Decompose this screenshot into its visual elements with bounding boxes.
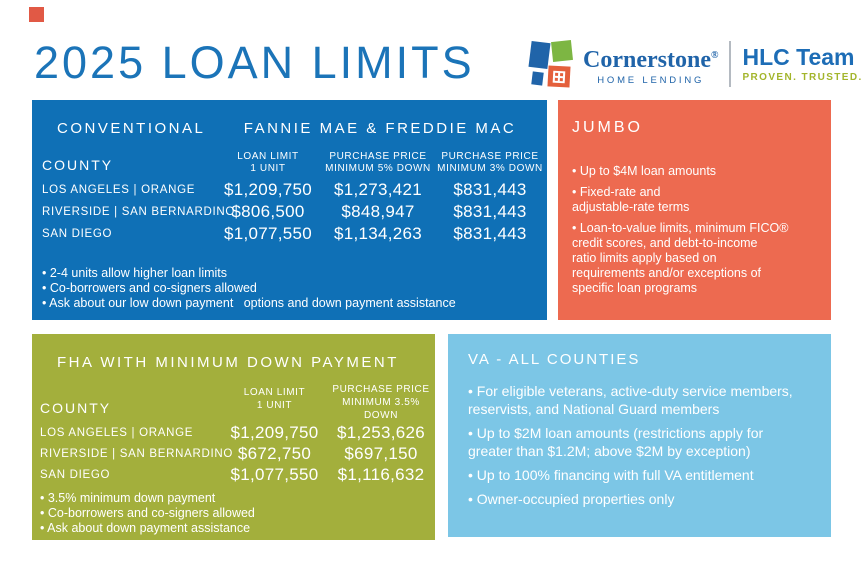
- table-row: RIVERSIDE | SAN BERNARDINO $672,750 $697,150: [40, 443, 418, 463]
- bullet-item: • Ask about down payment assistance: [40, 521, 251, 535]
- jumbo-panel: [558, 100, 831, 320]
- fannie-freddie-subtitle: FANNIE MAE & FREDDIE MAC: [243, 120, 517, 137]
- window-icon: [553, 70, 566, 83]
- va-title: VA - ALL COUNTIES: [468, 351, 641, 368]
- fha-title: FHA WITH MINIMUM DOWN PAYMENT: [57, 354, 399, 371]
- logo-orange-house: [547, 65, 570, 87]
- hlc-team-name: HLC Team: [742, 44, 855, 70]
- bullet-item: • Loan-to-value limits, minimum FICO® credit scores, and debt-to-income ratio limits apply based on requirements and/or exceptions of specific loan programs: [572, 221, 789, 295]
- fha-panel: [32, 334, 435, 540]
- bullet-item: • Co-borrowers and co-signers allowed: [40, 506, 255, 520]
- registered-mark: ®: [710, 49, 719, 61]
- bullet-item: • Fixed-rate and adjustable-rate terms: [572, 185, 690, 214]
- bullet-item: • 3.5% minimum down payment: [40, 491, 216, 505]
- county-column-header: COUNTY: [40, 400, 112, 416]
- bullet-item: • For eligible veterans, active-duty service members, reservists, and National Guard members: [468, 383, 793, 417]
- conventional-title: CONVENTIONAL: [57, 120, 206, 137]
- jumbo-title: JUMBO: [572, 119, 643, 136]
- fha-table-header: [32, 383, 435, 422]
- table-row: SAN DIEGO $1,077,550 $1,134,263 $831,443: [42, 224, 527, 243]
- bullet-item: • Co-borrowers and co-signers allowed: [42, 281, 257, 295]
- cornerstone-name: Cornerstone®: [583, 46, 719, 73]
- table-row: LOS ANGELES | ORANGE $1,209,750 $1,253,626: [40, 422, 426, 442]
- conventional-table-header: [32, 151, 547, 175]
- fha-bullets: [32, 491, 435, 536]
- purchase-price-35-column-header: PURCHASE PRICE MINIMUM 3.5% DOWN: [332, 384, 430, 421]
- va-panel: [448, 334, 831, 537]
- jumbo-bullets: [572, 164, 819, 296]
- va-bullets: [468, 382, 817, 508]
- page-title: 2025 LOAN LIMITS: [34, 37, 475, 88]
- conventional-header: [32, 120, 547, 137]
- bullet-item: • Up to $4M loan amounts: [572, 164, 717, 178]
- table-row: SAN DIEGO $1,077,550 $1,116,632: [40, 464, 425, 484]
- table-row: RIVERSIDE | SAN BERNARDINO $806,500 $848,947 $831,443: [42, 202, 527, 221]
- conventional-bullets: [32, 266, 547, 311]
- fha-header: [32, 354, 435, 371]
- conventional-table-body: [32, 179, 547, 245]
- bullet-item: • Up to $2M loan amounts (restrictions apply for greater than $1.2M; above $2M by exception): [468, 425, 764, 459]
- hlc-team-wordmark: [742, 45, 862, 83]
- bullet-item: • Ask about our low down payment options and down payment assistance: [42, 296, 456, 310]
- logo-divider: [729, 41, 731, 87]
- hlc-team-tagline: PROVEN. TRUSTED.: [742, 72, 863, 83]
- loan-limit-column-header: LOAN LIMIT 1 UNIT: [237, 151, 299, 174]
- bullet-item: • Up to 100% financing with full VA entitlement: [468, 467, 754, 483]
- county-column-header: COUNTY: [42, 157, 114, 173]
- table-row: LOS ANGELES | ORANGE $1,209,750 $1,273,421 $831,443: [42, 180, 527, 199]
- logo-blue-shape: [528, 40, 550, 68]
- purchase-price-3-column-header: PURCHASE PRICE MINIMUM 3% DOWN: [437, 151, 543, 174]
- purchase-price-5-column-header: PURCHASE PRICE MINIMUM 5% DOWN: [325, 151, 431, 174]
- cornerstone-house-icon: [529, 41, 575, 88]
- logo-green-shape: [551, 40, 573, 62]
- bullet-item: • 2-4 units allow higher loan limits: [42, 266, 228, 280]
- brand-logo-cluster: [529, 40, 863, 88]
- corner-accent-square: [29, 7, 44, 22]
- conventional-panel: [32, 100, 547, 320]
- loan-limit-column-header: LOAN LIMIT 1 UNIT: [243, 387, 306, 411]
- cornerstone-wordmark: [583, 43, 718, 86]
- logo-blue-small-shape: [531, 71, 544, 85]
- cornerstone-subtitle: HOME LENDING: [597, 74, 705, 86]
- fha-table-body: [32, 422, 435, 485]
- bullet-item: • Owner-occupied properties only: [468, 491, 675, 507]
